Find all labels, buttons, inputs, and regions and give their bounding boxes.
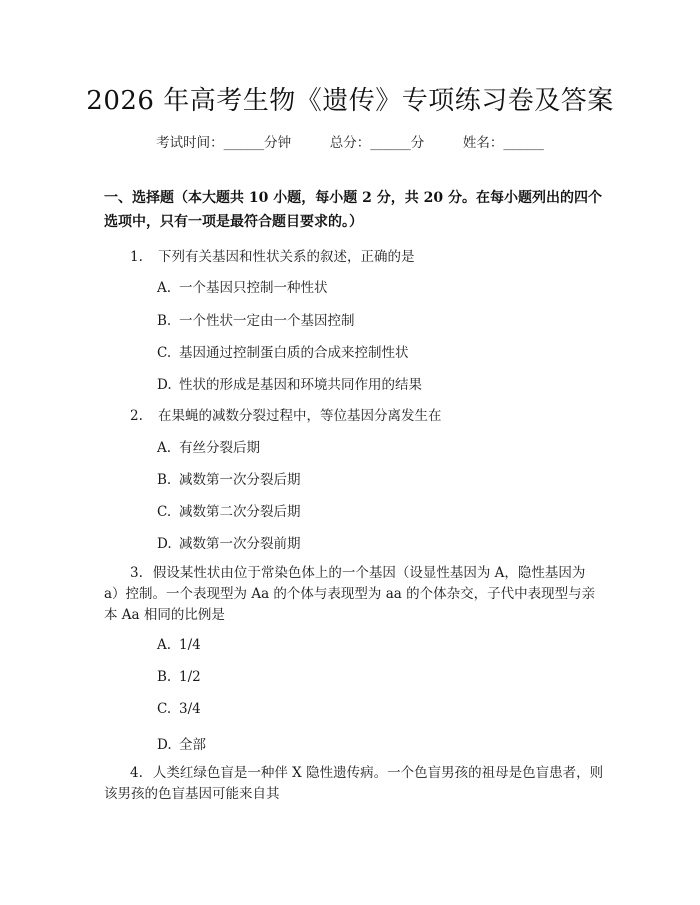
option-letter: A. <box>157 440 172 456</box>
question-number: 1. <box>130 249 143 265</box>
question-stem: 下列有关基因和性状关系的叙述，正确的是 <box>158 249 415 265</box>
option-letter: B. <box>157 313 172 329</box>
option-3c <box>157 701 201 717</box>
option-letter: C. <box>157 345 172 361</box>
question-4 <box>104 763 604 805</box>
section-heading: 一、选择题（本大题共 10 小题，每小题 2 分，共 20 分。在每小题列出的四个选项中，只有一项是最符合题目要求的。） <box>104 190 602 230</box>
option-2c <box>157 500 301 520</box>
name-blank: ______ <box>503 135 544 151</box>
option-2b <box>157 468 301 488</box>
question-number: 3. <box>130 565 143 581</box>
option-letter: D. <box>157 377 172 393</box>
option-3a <box>157 637 201 653</box>
option-letter: C. <box>157 701 172 717</box>
time-unit: 分钟 <box>264 135 292 151</box>
option-2a <box>157 436 260 456</box>
option-text: 减数第一次分裂前期 <box>179 536 301 552</box>
option-3b <box>157 669 201 685</box>
option-text: 全部 <box>179 737 206 753</box>
question-3 <box>104 563 604 626</box>
score-unit: 分 <box>410 135 425 151</box>
option-1c <box>157 341 409 361</box>
question-2 <box>130 404 442 424</box>
option-text: 3/4 <box>179 701 201 717</box>
time-blank: ______ <box>223 135 265 151</box>
option-letter: D. <box>157 536 172 552</box>
option-text: 一个性状一定由一个基因控制 <box>179 313 355 329</box>
option-letter: A. <box>157 280 172 296</box>
option-text: 基因通过控制蛋白质的合成来控制性状 <box>179 345 409 361</box>
option-letter: A. <box>157 637 172 653</box>
option-1d <box>157 373 422 393</box>
option-letter: D. <box>157 737 172 753</box>
option-text: 一个基因只控制一种性状 <box>179 280 328 296</box>
score-blank: ______ <box>370 135 411 151</box>
question-1 <box>130 245 415 265</box>
page-title: 2026 年高考生物《遗传》专项练习卷及答案 <box>86 86 614 116</box>
option-letter: B. <box>157 669 172 685</box>
option-text: 1/4 <box>179 637 201 653</box>
option-text: 有丝分裂后期 <box>179 440 260 456</box>
question-number: 4. <box>130 765 143 781</box>
time-label: 考试时间： <box>156 135 224 151</box>
exam-meta-line <box>0 131 700 151</box>
question-stem: 假设某性状由位于常染色体上的一个基因（设显性基因为 A，隐性基因为 a）控制。一个表现型为 Aa 的个体与表现型为 aa 的个体杂交，子代中表现型与亲本 Aa 相同的比例是 <box>104 565 596 623</box>
question-stem: 人类红绿色盲是一种伴 X 隐性遗传病。一个色盲男孩的祖母是色盲患者，则该男孩的色盲基因可能来自其 <box>104 765 604 802</box>
name-label: 姓名： <box>462 135 504 151</box>
option-1a <box>157 276 328 296</box>
option-3d <box>157 733 206 753</box>
option-1b <box>157 309 355 329</box>
option-letter: B. <box>157 472 172 488</box>
option-text: 减数第一次分裂后期 <box>179 472 301 488</box>
score-label: 总分： <box>329 135 371 151</box>
question-stem: 在果蝇的减数分裂过程中，等位基因分离发生在 <box>158 408 442 424</box>
option-text: 性状的形成是基因和环境共同作用的结果 <box>179 377 422 393</box>
option-2d <box>157 532 301 552</box>
option-text: 减数第二次分裂后期 <box>179 504 301 520</box>
option-text: 1/2 <box>179 669 201 685</box>
option-letter: C. <box>157 504 172 520</box>
question-number: 2. <box>130 408 143 424</box>
